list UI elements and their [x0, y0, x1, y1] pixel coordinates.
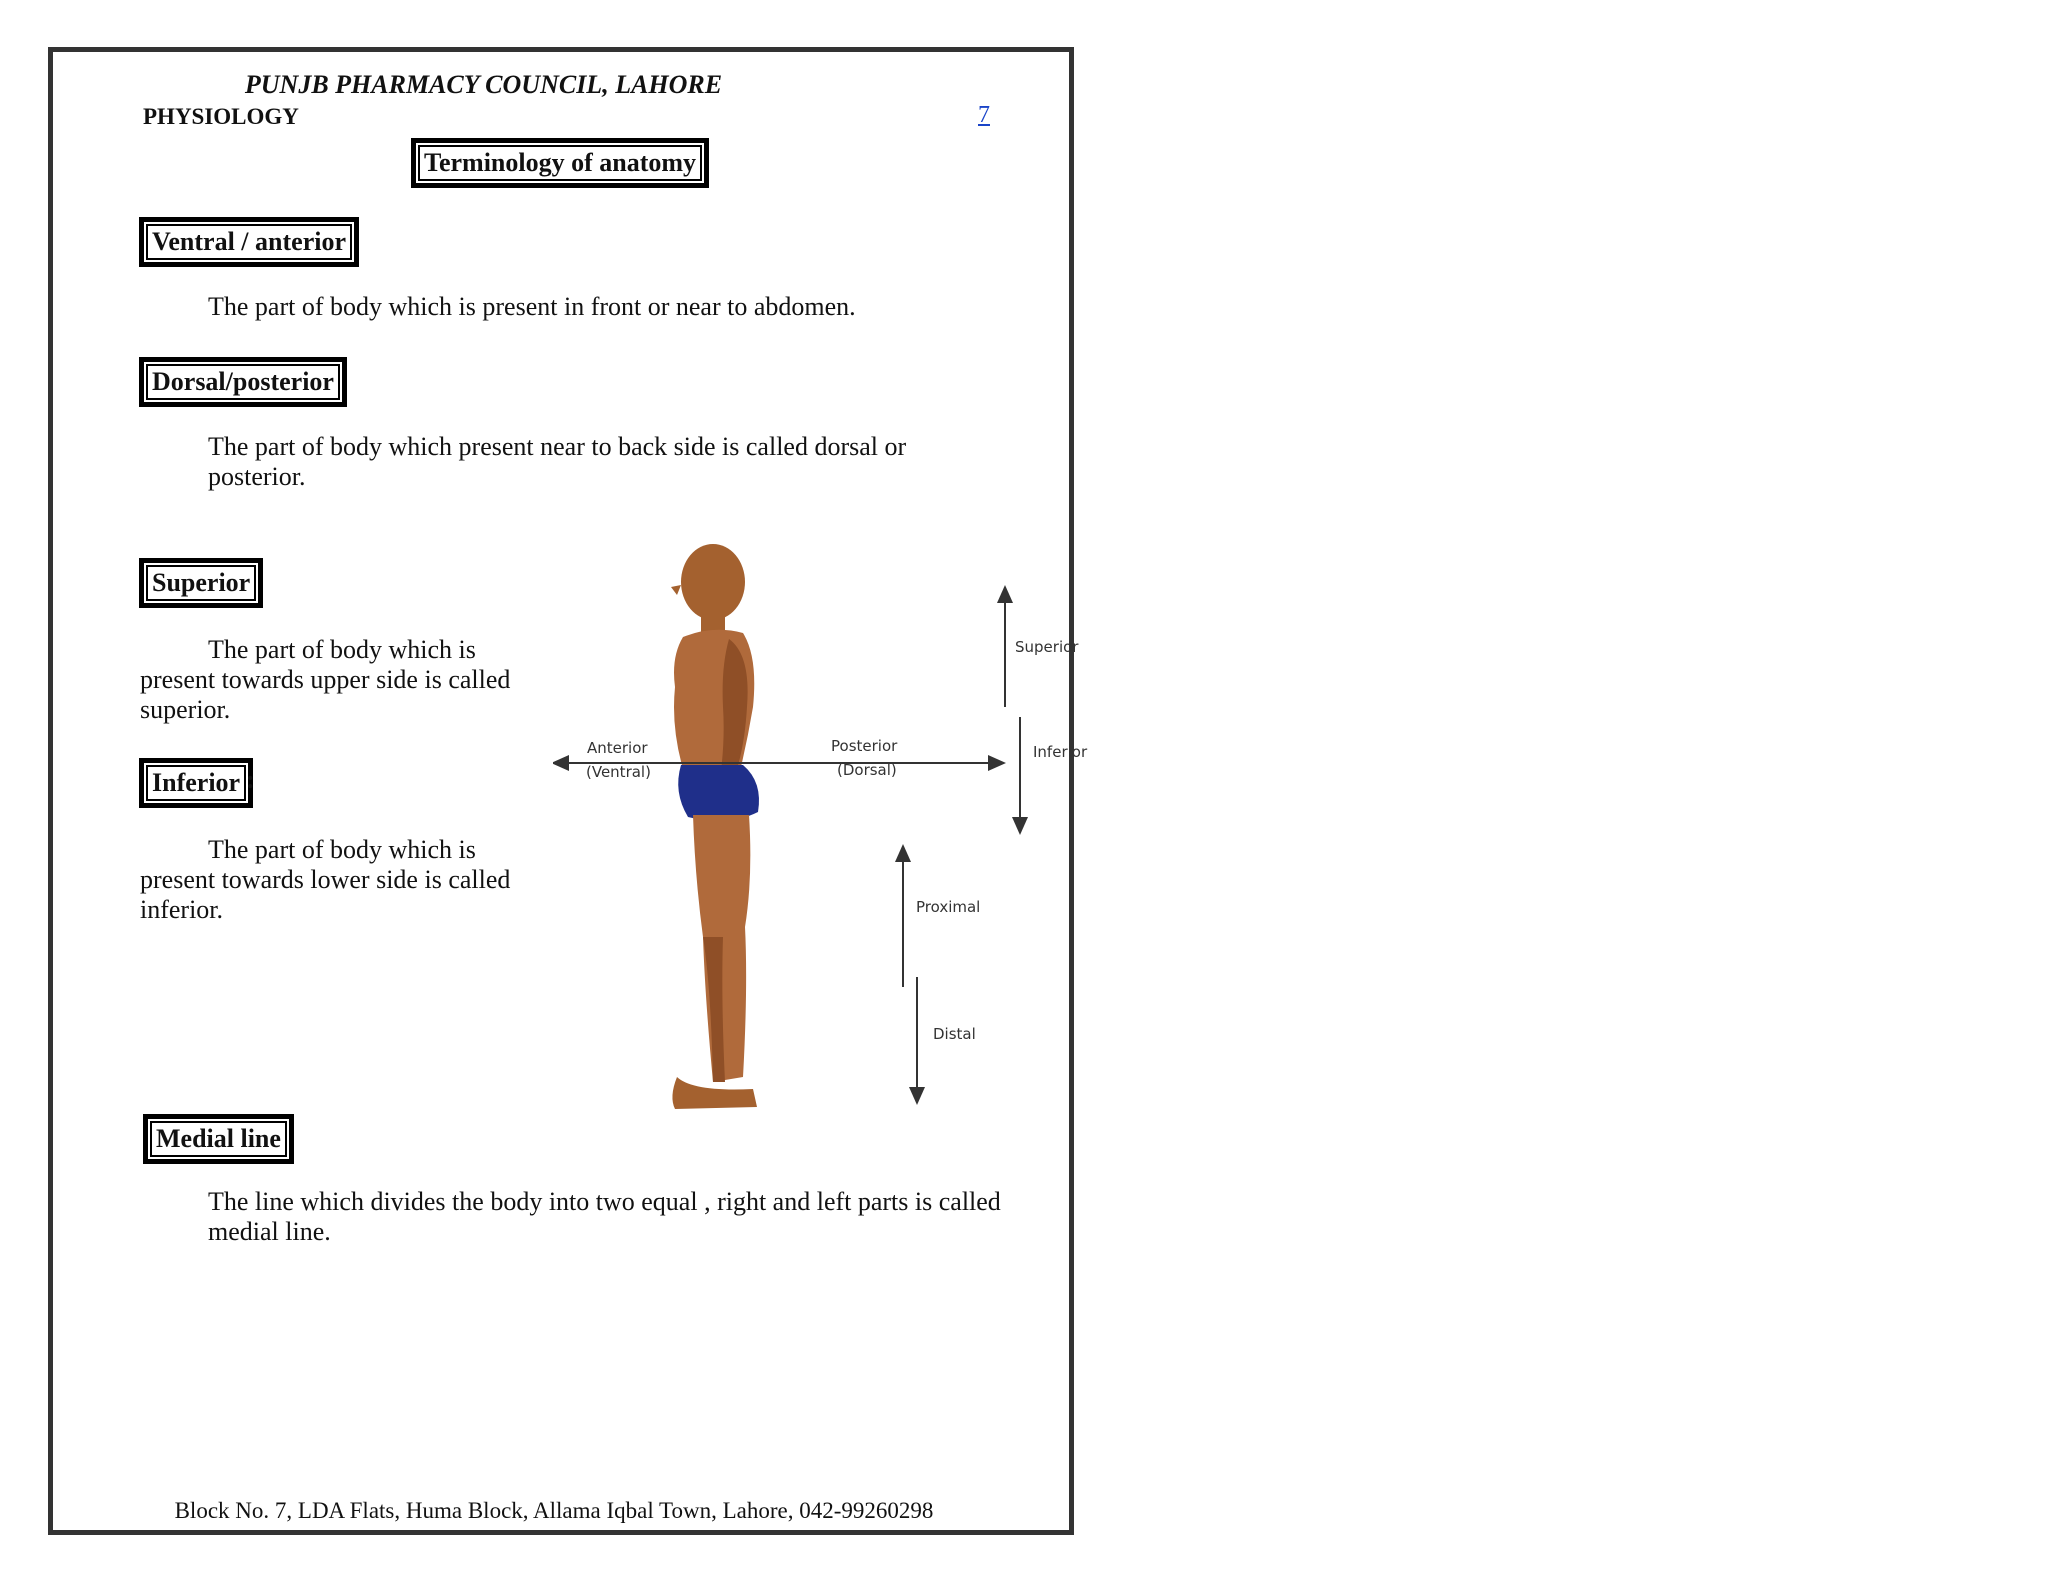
- heading-inferior-box: [139, 758, 253, 808]
- council-header: [53, 70, 1079, 100]
- anatomy-figure: [553, 537, 1113, 1117]
- text-medial: The line which divides the body into two equal , right and left parts is called medial line.: [208, 1187, 1001, 1246]
- text-inferior: The part of body which is present towards lower side is called inferior.: [140, 835, 511, 924]
- footer-address: Block No. 7, LDA Flats, Huma Block, Allama Iqbal Town, Lahore, 042-99260298: [174, 1498, 934, 1523]
- page-number-link[interactable]: 7: [978, 102, 990, 128]
- council-name: PUNJB PHARMACY COUNCIL, LAHORE: [244, 70, 723, 99]
- label-posterior: Posterior: [831, 737, 898, 755]
- heading-dorsal: Dorsal/posterior: [146, 364, 340, 400]
- page-title-box: [411, 138, 709, 188]
- heading-dorsal-box: [139, 357, 347, 407]
- heading-superior-box: [139, 558, 263, 608]
- heading-ventral: Ventral / anterior: [146, 224, 352, 260]
- heading-inferior: Inferior: [146, 765, 246, 801]
- heading-medial-box: [143, 1114, 294, 1164]
- subject-label: PHYSIOLOGY: [143, 104, 299, 129]
- human-figure-icon: [671, 544, 759, 1109]
- heading-medial: Medial line: [150, 1121, 287, 1157]
- text-superior: The part of body which is present towards upper side is called superior.: [140, 635, 511, 724]
- label-ventral: (Ventral): [586, 763, 651, 781]
- page-title: Terminology of anatomy: [418, 145, 702, 181]
- label-superior: Superior: [1015, 638, 1079, 656]
- text-ventral: The part of body which is present in front or near to abdomen.: [208, 292, 856, 321]
- label-anterior: Anterior: [587, 739, 648, 757]
- document-page: [48, 47, 1088, 1535]
- text-dorsal: The part of body which present near to back side is called dorsal or posterior.: [208, 432, 907, 491]
- label-distal: Distal: [933, 1025, 976, 1043]
- heading-ventral-box: [139, 217, 359, 267]
- label-proximal: Proximal: [916, 898, 981, 916]
- heading-inferior-colon: :: [246, 765, 255, 794]
- label-dorsal: (Dorsal): [837, 761, 897, 779]
- label-inferior: Inferior: [1033, 743, 1088, 761]
- heading-superior: Superior: [146, 565, 256, 601]
